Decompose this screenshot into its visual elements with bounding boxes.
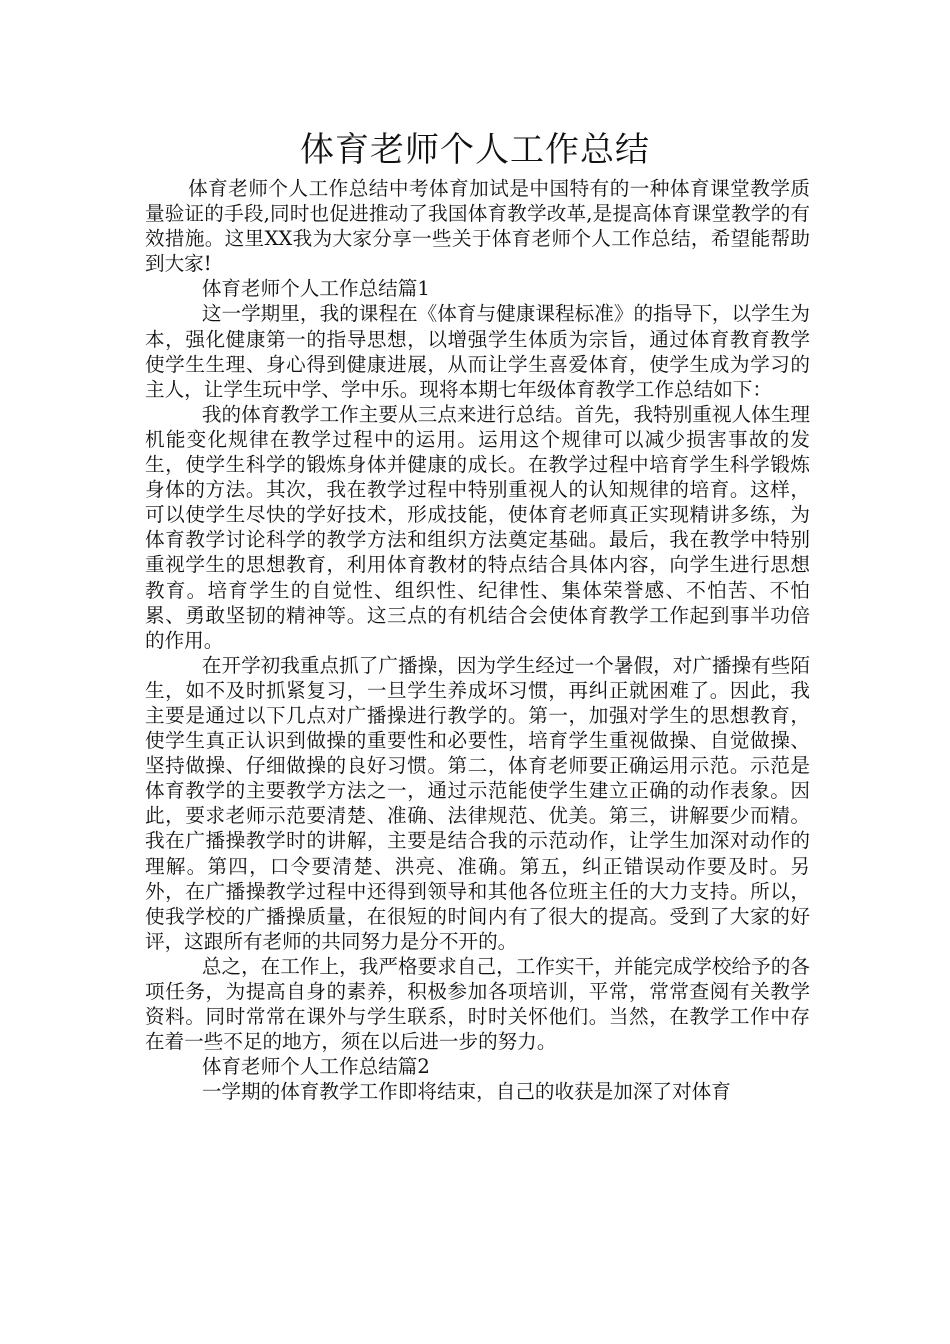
- body-paragraph: 一学期的体育教学工作即将结束，自己的收获是加深了对体育: [201, 1080, 731, 1104]
- body-paragraph: 总之，在工作上，我严格要求自己，工作实干，并能完成学校给予的各项任务，为提高自身的素养，积极参加各项培训，平常，常常查阅有关教学资料。同时常常在课外与学生联系，时时关怀他们。当然，在教学工作中存在着一些不足的地方，须在以后进一步的努力。: [145, 954, 810, 1054]
- body-paragraph: 在开学初我重点抓了广播操，因为学生经过一个暑假，对广播操有些陌生，如不及时抓紧复习，一旦学生养成坏习惯，再纠正就困难了。因此，我主要是通过以下几点对广播操进行教学的。第一，加强对学生的思想教育，使学生真正认识到做操的重要性和必要性，培育学生重视做操、自觉做操、坚持做操、仔细做操的良好习惯。第二，体育老师要正确运用示范。示范是体育教学的主要教学方法之一，通过示范能使学生建立正确的动作表象。因此，要求老师示范要清楚、准确、法律规范、优美。第三，讲解要少而精。我在广播操教学时的讲解，主要是结合我的示范动作，让学生加深对动作的理解。第四，口令要清楚、洪亮、准确。第五，纠正错误动作要及时。另外，在广播操教学过程中还得到领导和其他各位班主任的大力支持。所以，使我学校的广播操质量，在很短的时间内有了很大的提高。受到了大家的好评，这跟所有老师的共同努力是分不开的。: [145, 653, 810, 953]
- intro-paragraph: 体育老师个人工作总结中考体育加试是中国特有的一种体育课堂教学质量验证的手段,同时也促进推动了我国体育教学改革,是提高体育课堂教学的有效措施。这里XX我为大家分享一些关于体育老师个人工作总结，希望能帮助到大家!: [145, 177, 810, 276]
- body-paragraph: 我的体育教学工作主要从三点来进行总结。首先，我特别重视人体生理机能变化规律在教学过程中的运用。运用这个规律可以减少损害事故的发生，使学生科学的锻炼身体并健康的成长。在教学过程中培育学生科学锻炼身体的方法。其次，我在教学过程中特别重视人的认知规律的培育。这样，可以使学生尽快的学好技术，形成技能，使体育老师真正实现精讲多练，为体育教学讨论科学的教学方法和组织方法奠定基础。最后，我在教学中特别重视学生的思想教育，利用体育教材的特点结合具体内容，向学生进行思想教育。培育学生的自觉性、组织性、纪律性、集体荣誉感、不怕苦、不怕累、勇敢坚韧的精神等。这三点的有机结合会使体育教学工作起到事半功倍的作用。: [145, 402, 810, 652]
- page-title: 体育老师个人工作总结: [300, 130, 650, 170]
- document-body: [145, 176, 810, 1104]
- section-heading-2: 体育老师个人工作总结篇2: [201, 1055, 430, 1079]
- body-paragraph: 这一学期里，我的课程在《体育与健康课程标准》的指导下，以学生为本，强化健康第一的指导思想，以增强学生体质为宗旨，通过体育教育教学使学生生理、身心得到健康进展，从而让学生喜爱体育，使学生成为学习的主人，让学生玩中学、学中乐。现将本期七年级体育教学工作总结如下：: [145, 302, 810, 401]
- section-heading-1: 体育老师个人工作总结篇1: [201, 277, 430, 301]
